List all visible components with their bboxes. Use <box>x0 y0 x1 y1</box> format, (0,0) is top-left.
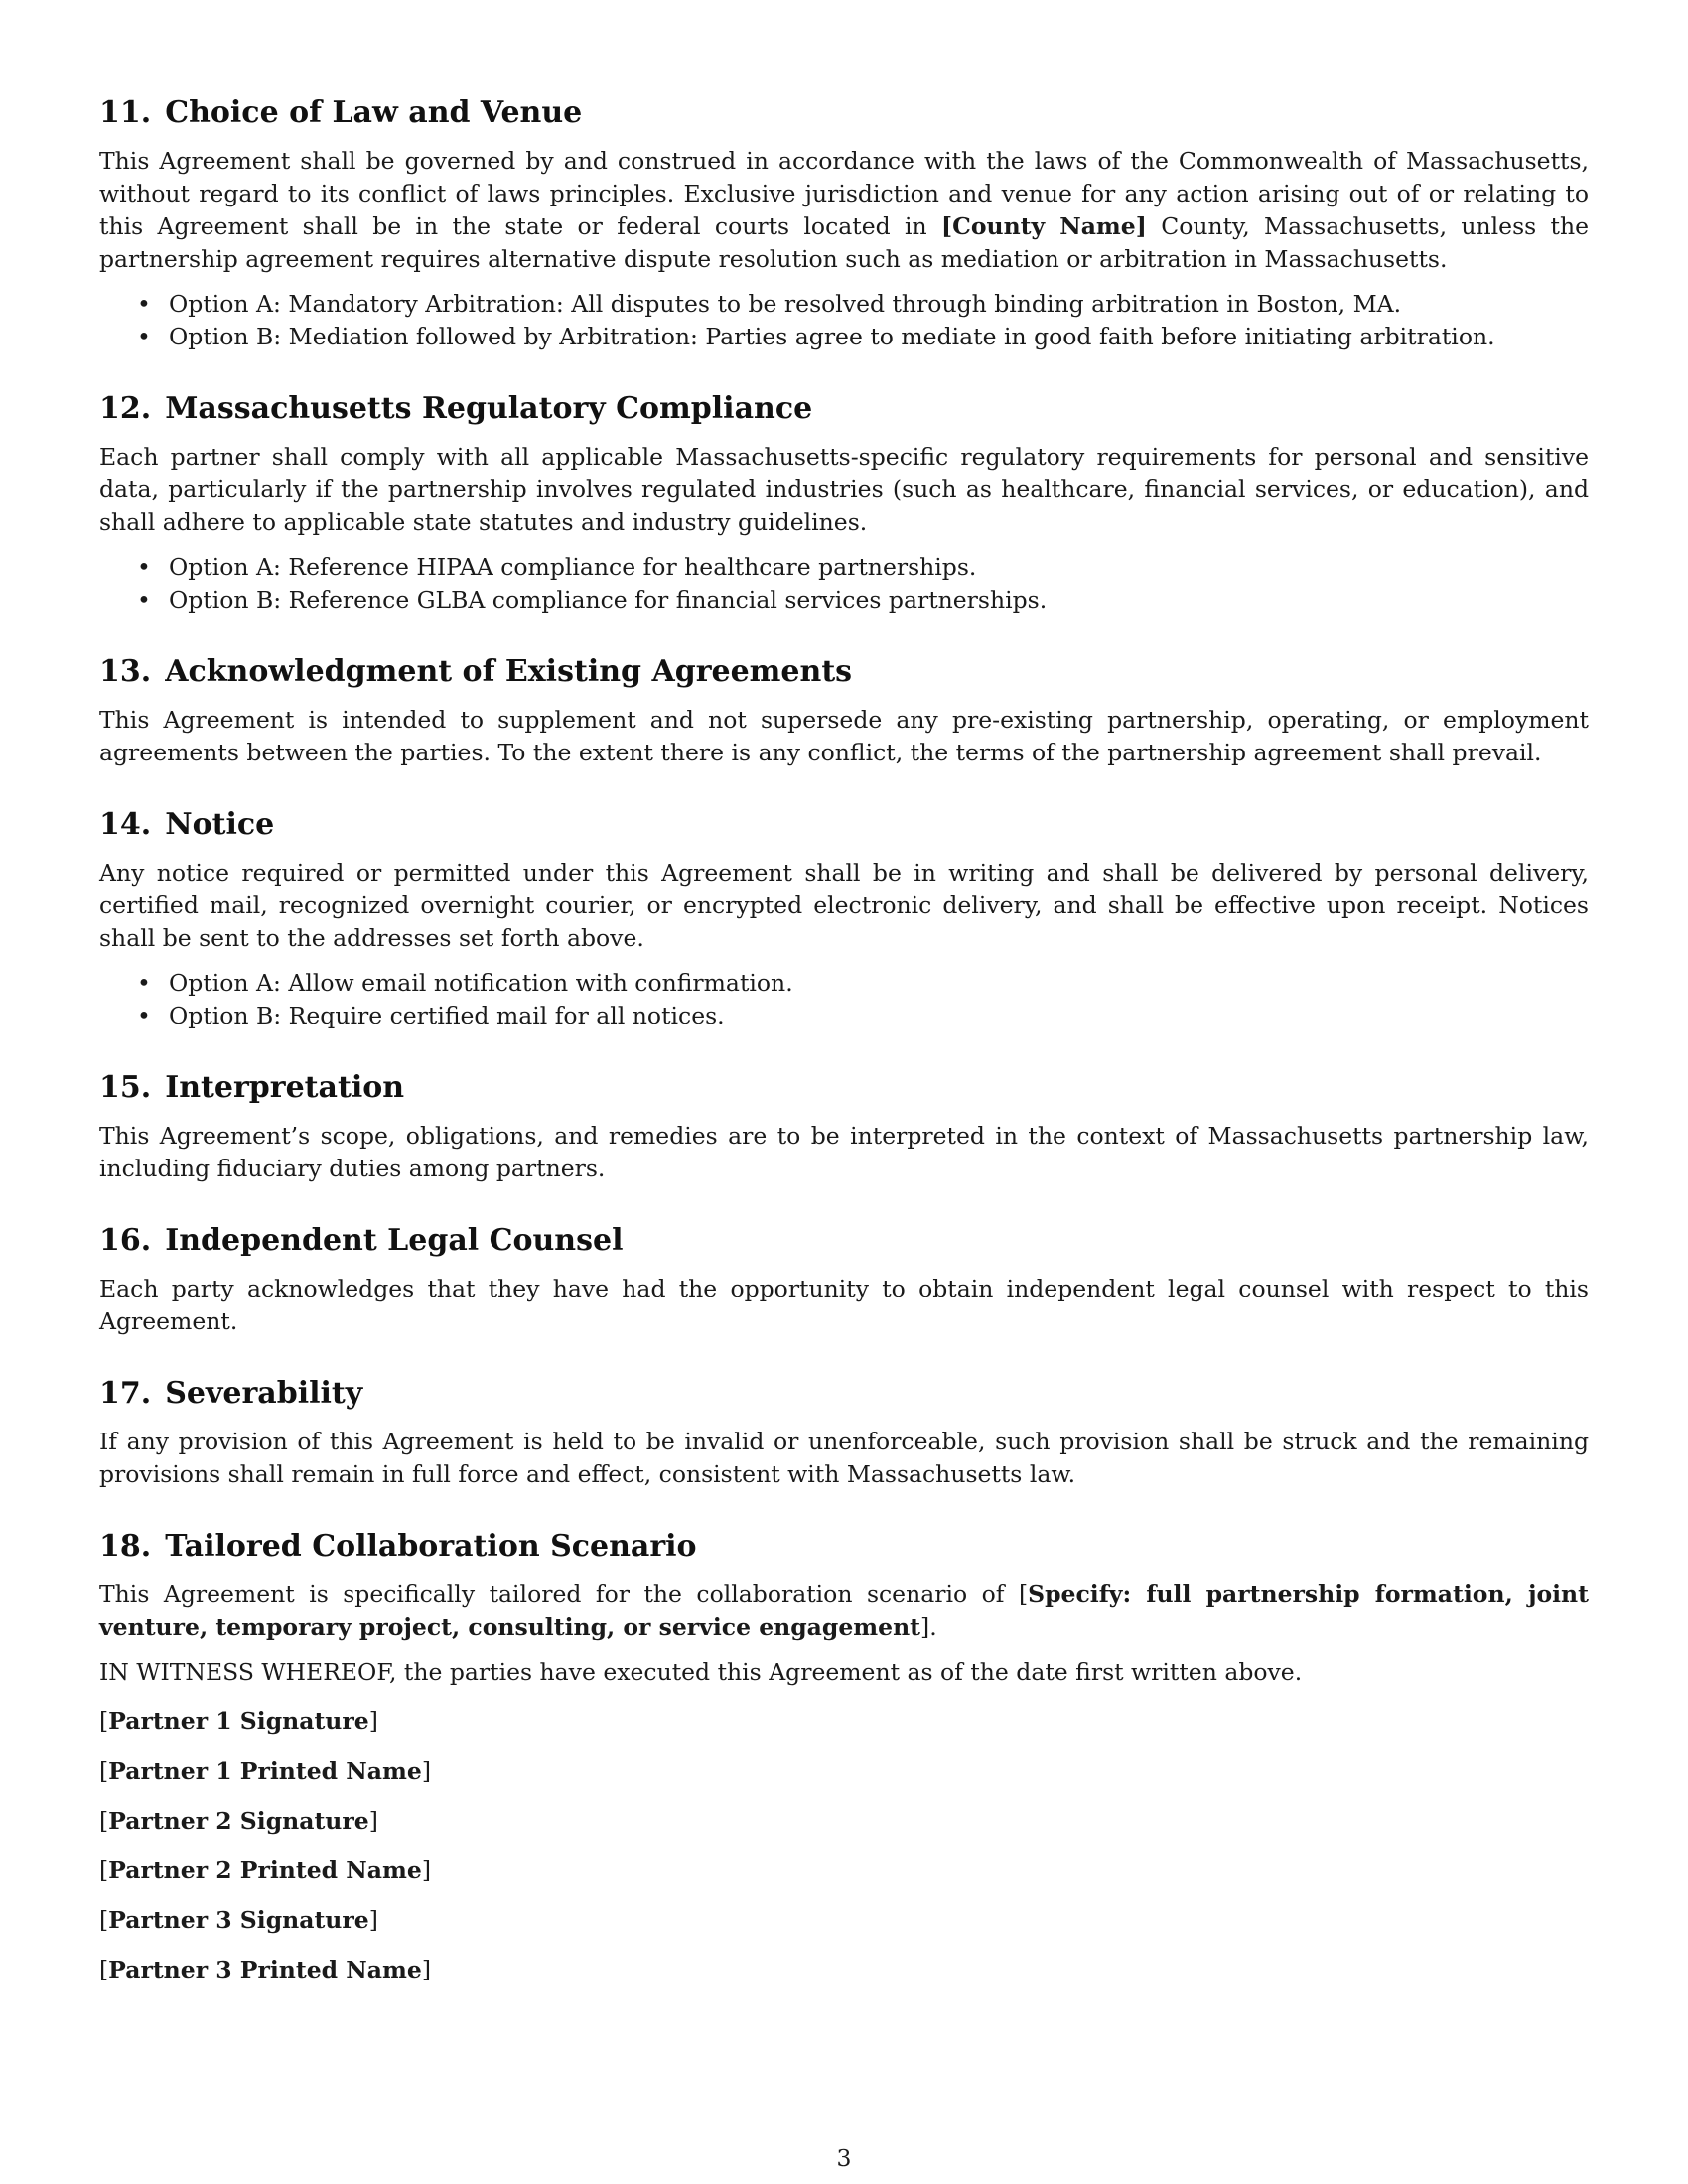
section-number: 17. <box>99 1376 152 1411</box>
section-body: Each party acknowledges that they have had the opportunity to obtain independent legal counsel with respect to this Agreement. <box>99 1275 1589 1335</box>
section-number: 12. <box>99 391 152 426</box>
list-item <box>99 584 1589 616</box>
section-heading <box>99 1066 1589 1110</box>
signature-line <box>99 1954 1589 1986</box>
body-text: This Agreement is specifically tailored for the collaboration scenario of <box>99 1580 1019 1608</box>
signature-label: Partner 2 Signature <box>108 1807 369 1835</box>
section-body: Each partner shall comply with all applicable Massachusetts-specific regulatory requirements for personal and sensitive data, particularly if the partnership involves regulated industries (such as healthcare, financial services, or education), and shall adhere to applicable state statutes and industry guidelines. <box>99 443 1589 536</box>
signature-line <box>99 1755 1589 1788</box>
option-text: Option A: Allow email notification with confirmation. <box>169 969 793 997</box>
section-body: This Agreement’s scope, obligations, and remedies are to be interpreted in the context of Massachusetts partnership law, including fiduciary duties among partners. <box>99 1122 1589 1182</box>
option-text: Option A: Mandatory Arbitration: All disputes to be resolved through binding arbitration in Boston, MA. <box>169 290 1402 318</box>
bullet-icon: • <box>137 1002 151 1029</box>
section-heading <box>99 1525 1589 1569</box>
section-title: Tailored Collaboration Scenario <box>165 1529 697 1564</box>
body-text: This Agreement shall be governed by and construed in accordance with the laws of the Commonwealth of Massachusetts, without regard to its conflict of laws principles. Exclusive jurisdiction and venue for any action arising out of or relating to this Agreement shall be in the state or federal courts located in <box>99 147 1589 240</box>
section-title: Massachusetts Regulatory Compliance <box>165 391 813 426</box>
list-item <box>99 551 1589 584</box>
bullet-icon: • <box>137 969 151 997</box>
section-title: Notice <box>165 807 275 842</box>
bracket-close: ] <box>368 1707 378 1735</box>
section-number: 13. <box>99 654 152 689</box>
section-title: Acknowledgment of Existing Agreements <box>165 654 853 689</box>
signature-label: Partner 2 Printed Name <box>108 1856 422 1884</box>
bullet-icon: • <box>137 553 151 581</box>
witness-statement: IN WITNESS WHEREOF, the parties have executed this Agreement as of the date first written above. <box>99 1658 1303 1686</box>
section-number: 15. <box>99 1070 152 1105</box>
signature-line <box>99 1706 1589 1738</box>
section-title: Independent Legal Counsel <box>165 1223 624 1258</box>
section-number: 18. <box>99 1529 152 1564</box>
bracket-close: ] <box>920 1613 930 1641</box>
section-heading <box>99 387 1589 431</box>
signature-line <box>99 1854 1589 1887</box>
bracket-open: [ <box>99 1757 109 1785</box>
section-15 <box>99 1066 1589 1185</box>
section-title: Choice of Law and Venue <box>165 95 583 130</box>
section-title: Interpretation <box>165 1070 405 1105</box>
list-item <box>99 967 1589 1000</box>
bracket-close: ] <box>1135 212 1147 240</box>
section-number: 14. <box>99 807 152 842</box>
option-text: Option B: Reference GLBA compliance for financial services partnerships. <box>169 586 1048 614</box>
section-12 <box>99 387 1589 616</box>
body-text: . <box>929 1613 937 1641</box>
options-list <box>99 967 1589 1032</box>
option-text: Option B: Mediation followed by Arbitration: Parties agree to mediate in good faith before initiating arbitration. <box>169 323 1495 350</box>
page-number: 3 <box>836 2144 852 2172</box>
signature-label: Partner 1 Signature <box>108 1707 369 1735</box>
section-heading <box>99 1372 1589 1416</box>
signature-line <box>99 1904 1589 1937</box>
section-heading <box>99 650 1589 694</box>
section-14 <box>99 803 1589 1032</box>
signature-label: Partner 1 Printed Name <box>108 1757 422 1785</box>
bracket-open: [ <box>940 212 953 240</box>
bracket-close: ] <box>368 1906 378 1934</box>
list-item <box>99 321 1589 353</box>
bracket-close: ] <box>421 1956 431 1983</box>
option-text: Option A: Reference HIPAA compliance for healthcare partnerships. <box>169 553 977 581</box>
section-title: Severability <box>165 1376 363 1411</box>
body-text: County, Massachusetts, unless the partnership agreement requires alternative dispute resolution such as mediation or arbitration in Massachusetts. <box>99 212 1590 273</box>
bracket-close: ] <box>421 1856 431 1884</box>
bracket-open: [ <box>1018 1580 1029 1608</box>
placeholder-collaboration-scenario: Specify: full partnership formation, joint venture, temporary project, consulting, or service engagement <box>99 1580 1589 1641</box>
section-17 <box>99 1372 1589 1491</box>
bracket-open: [ <box>99 1906 109 1934</box>
placeholder-county-name: County Name <box>952 212 1136 240</box>
section-body: Any notice required or permitted under this Agreement shall be in writing and shall be delivered by personal delivery, certified mail, recognized overnight courier, or encrypted electronic delivery, and shall be effective upon receipt. Notices shall be sent to the addresses set forth above. <box>99 859 1589 952</box>
section-number: 11. <box>99 95 152 130</box>
list-item <box>99 288 1589 321</box>
section-body: This Agreement is intended to supplement and not supersede any pre-existing partnership, operating, or employment agreements between the parties. To the extent there is any conflict, the terms of the partnership agreement shall prevail. <box>99 706 1589 766</box>
bullet-icon: • <box>137 290 151 318</box>
section-number: 16. <box>99 1223 152 1258</box>
options-list <box>99 551 1589 616</box>
section-11 <box>99 91 1589 353</box>
options-list <box>99 288 1589 353</box>
signature-line <box>99 1805 1589 1838</box>
bracket-close: ] <box>421 1757 431 1785</box>
section-heading <box>99 91 1589 135</box>
bracket-open: [ <box>99 1707 109 1735</box>
bracket-open: [ <box>99 1807 109 1835</box>
section-heading <box>99 1219 1589 1263</box>
signature-block <box>99 1706 1589 1986</box>
section-heading <box>99 803 1589 847</box>
bracket-open: [ <box>99 1956 109 1983</box>
signature-label: Partner 3 Printed Name <box>108 1956 422 1983</box>
section-body <box>99 1578 1589 1644</box>
section-body <box>99 145 1589 276</box>
option-text: Option B: Require certified mail for all notices. <box>169 1002 725 1029</box>
document-page <box>99 91 1589 2003</box>
bracket-open: [ <box>99 1856 109 1884</box>
bracket-close: ] <box>368 1807 378 1835</box>
section-16 <box>99 1219 1589 1338</box>
list-item <box>99 1000 1589 1032</box>
bullet-icon: • <box>137 586 151 614</box>
section-18 <box>99 1525 1589 1644</box>
signature-label: Partner 3 Signature <box>108 1906 369 1934</box>
bullet-icon: • <box>137 323 151 350</box>
section-13 <box>99 650 1589 769</box>
section-body: If any provision of this Agreement is held to be invalid or unenforceable, such provision shall be struck and the remaining provisions shall remain in full force and effect, consistent with Massachusetts law. <box>99 1428 1589 1488</box>
